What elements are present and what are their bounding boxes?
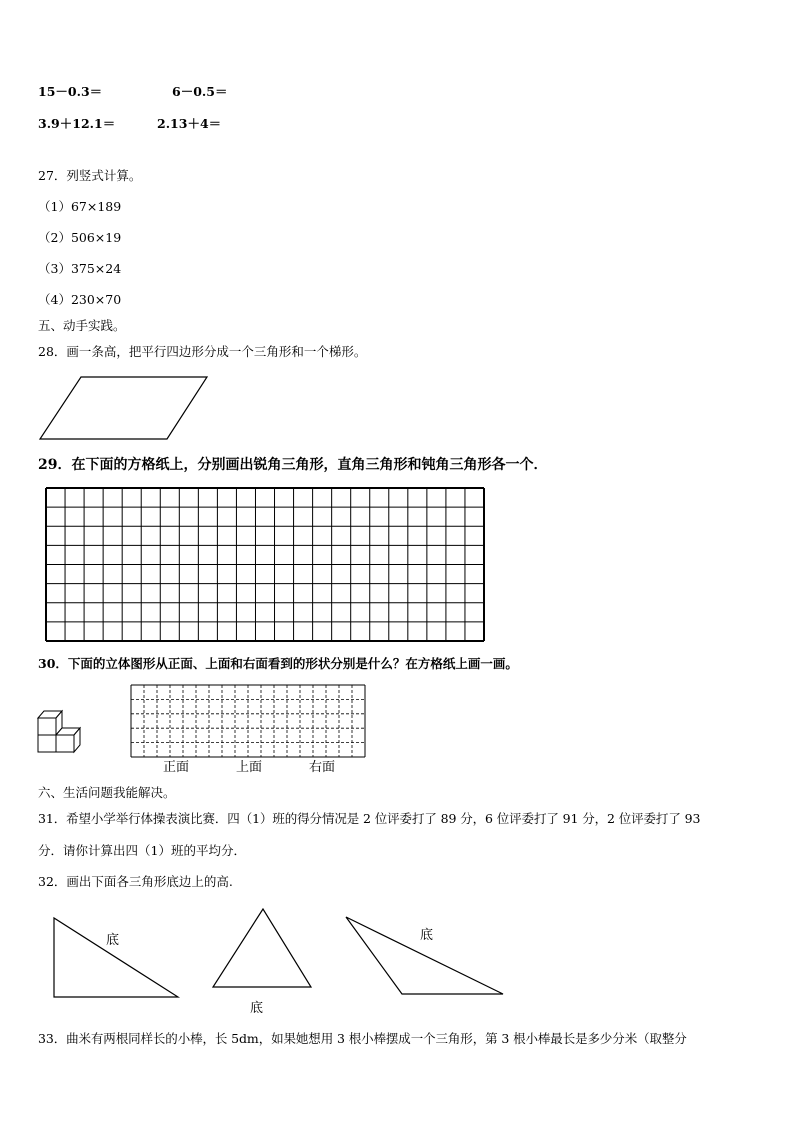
triangle-right (54, 918, 178, 997)
arith-4: 2.13＋4＝ (157, 116, 222, 131)
q29-title: 29．在下面的方格纸上，分别画出锐角三角形，直角三角形和钝角三角形各一个． (38, 457, 548, 473)
label-front: 正面 (163, 760, 190, 775)
base-label-2: 底 (250, 1001, 264, 1016)
label-right: 右面 (309, 760, 336, 775)
q28-title: 28．画一条高，把平行四边形分成一个三角形和一个梯形。 (38, 344, 367, 359)
q27-title: 27．列竖式计算。 (38, 168, 142, 183)
arith-2: 6－0.5＝ (172, 84, 228, 99)
label-top: 上面 (236, 760, 263, 775)
base-label-1: 底 (106, 933, 120, 948)
q27-item-1: （1）67×189 (38, 199, 122, 214)
q32-title: 32．画出下面各三角形底边上的高. (38, 874, 233, 889)
q33-line-1: 33．曲米有两根同样长的小棒，长 5dm，如果她想用 3 根小棒摆成一个三角形，第 3 根小棒最长是多少分米（取整分 (38, 1031, 687, 1046)
arith-1: 15－0.3＝ (38, 84, 103, 99)
section-6-title: 六、生活问题我能解决。 (38, 785, 176, 800)
q27-item-4: （4）230×70 (38, 292, 122, 307)
triangle-acute (213, 909, 311, 987)
q31-line-2: 分．请你计算出四（1）班的平均分． (38, 843, 246, 858)
arith-3: 3.9＋12.1＝ (38, 116, 116, 131)
q30-title: 30．下面的立体图形从正面、上面和右面看到的形状分别是什么？在方格纸上画一画。 (38, 656, 518, 671)
q27-item-3: （3）375×24 (38, 261, 122, 276)
q31-line-1: 31．希望小学举行体操表演比赛．四（1）班的得分情况是 2 位评委打了 89 分，6 位评委打了 91 分，2 位评委打了 93 (38, 811, 701, 826)
q27-item-2: （2）506×19 (38, 230, 122, 245)
base-label-3: 底 (420, 928, 434, 943)
section-5-title: 五、动手实践。 (38, 318, 126, 333)
